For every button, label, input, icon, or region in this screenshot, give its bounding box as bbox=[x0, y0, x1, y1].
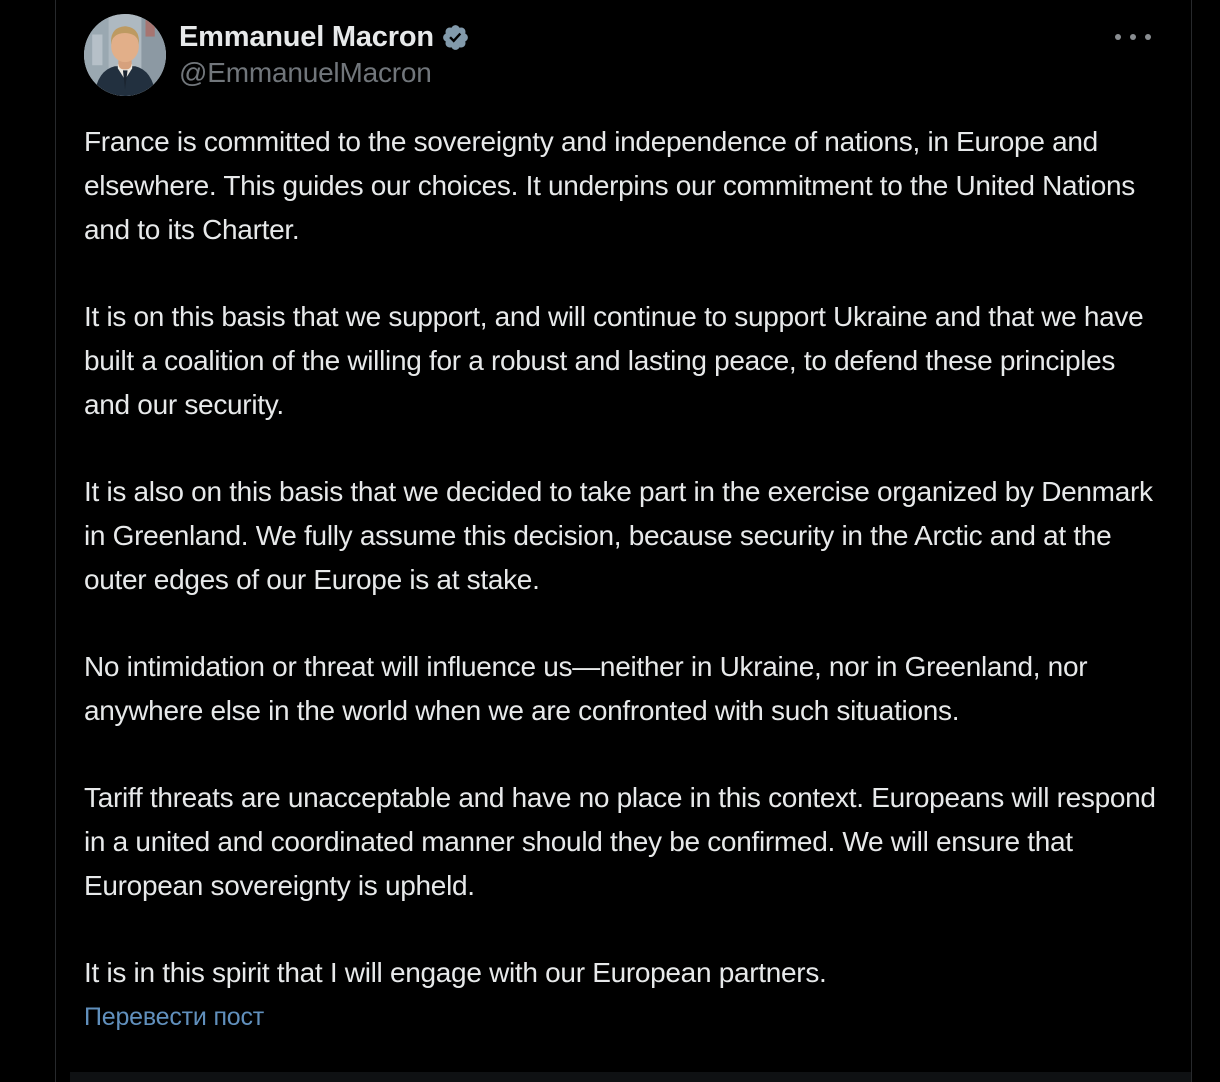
tweet-paragraph-2: It is on this basis that we support, and will continue to support Ukraine and that we have built a coalition of the willing for a robust and lasting peace, to defend these principles and our security. bbox=[84, 301, 1144, 420]
ellipsis-dot bbox=[1115, 34, 1121, 40]
author-name[interactable]: Emmanuel Macron bbox=[179, 21, 434, 53]
tweet-paragraph-3: It is also on this basis that we decided to take part in the exercise organized by Denmark in Greenland. We fully assume this decision, because security in the Arctic and at the outer edges of our Europe is at stake. bbox=[84, 476, 1153, 595]
ellipsis-dot bbox=[1130, 34, 1136, 40]
translate-post-link[interactable]: Перевести пост bbox=[84, 1003, 265, 1031]
verified-badge-icon bbox=[441, 23, 470, 52]
tweet-paragraph-6: It is in this spirit that I will engage with our European partners. bbox=[84, 957, 827, 988]
author-handle[interactable]: @EmmanuelMacron bbox=[179, 57, 432, 88]
avatar[interactable] bbox=[84, 14, 166, 96]
author-block bbox=[179, 14, 470, 89]
avatar-image bbox=[84, 14, 166, 96]
ellipsis-dot bbox=[1145, 34, 1151, 40]
tweet bbox=[56, 0, 1191, 1033]
tweet-paragraph-1: France is committed to the sovereignty and independence of nations, in Europe and elsewhere. This guides our choices. It underpins our commitment to the United Nations and to its Charter. bbox=[84, 126, 1135, 245]
more-options-button[interactable] bbox=[1107, 26, 1159, 48]
author-name-row bbox=[179, 21, 470, 54]
tweet-column bbox=[55, 0, 1192, 1082]
tweet-text bbox=[84, 120, 1162, 995]
next-item-strip bbox=[70, 1072, 1191, 1082]
tweet-paragraph-4: No intimidation or threat will influence us—neither in Ukraine, nor in Greenland, nor anywhere else in the world when we are confronted with such situations. bbox=[84, 651, 1088, 726]
tweet-header bbox=[84, 14, 1161, 96]
tweet-paragraph-5: Tariff threats are unacceptable and have no place in this context. Europeans will respond in a united and coordinated manner should they be confirmed. We will ensure that European sovereignty is upheld. bbox=[84, 782, 1156, 901]
